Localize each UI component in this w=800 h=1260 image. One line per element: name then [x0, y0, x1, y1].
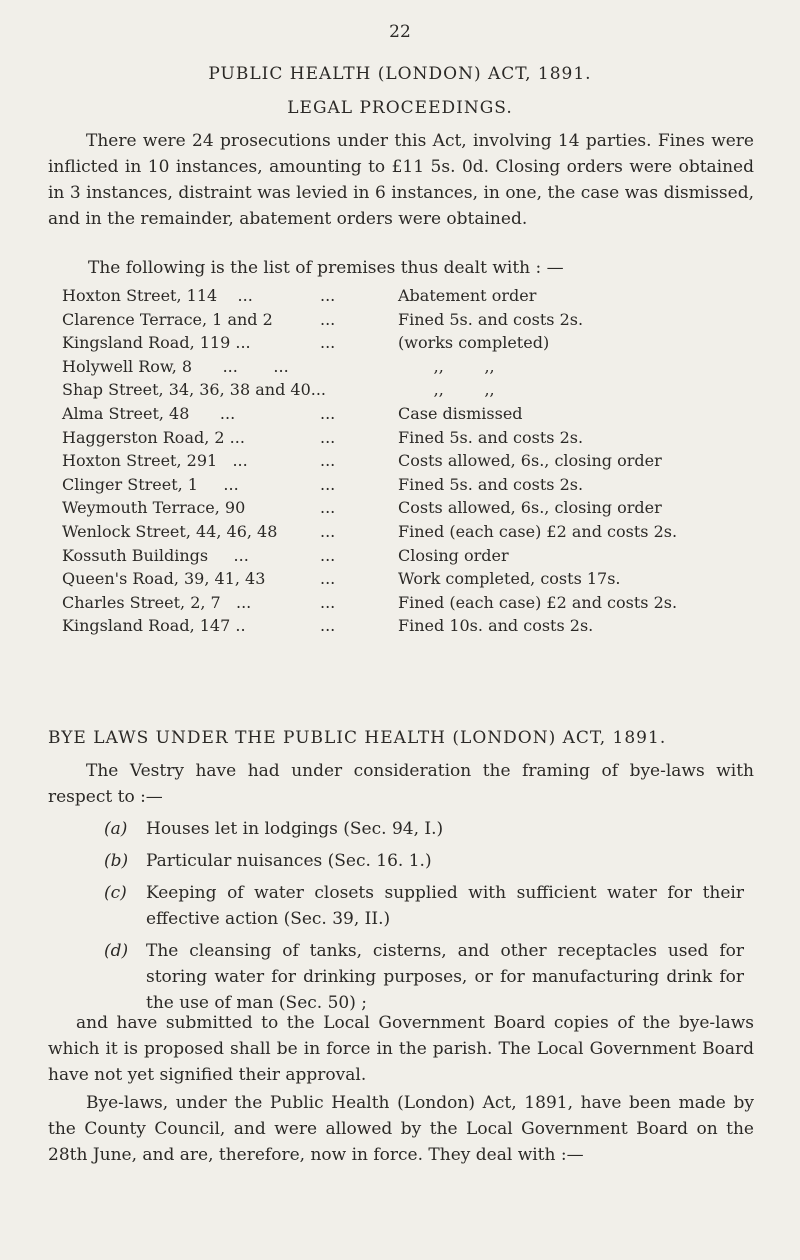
premises-action: Closing order [398, 545, 509, 565]
item-text: Keeping of water closets supplied with sufficient water for their effective action (Sec. 39, II.) [146, 883, 744, 929]
item-text: Houses let in lodgings (Sec. 94, I.) [146, 819, 444, 839]
item-label: (c) [104, 883, 127, 903]
premises-address: Weymouth Terrace, 90 [62, 498, 246, 518]
leader-dots: ... [320, 451, 336, 471]
premises-action: Fined 5s. and costs 2s. [398, 427, 584, 447]
page-number: 22 [389, 22, 411, 42]
premises-address: Clarence Terrace, 1 and 2 [62, 309, 273, 329]
leader-dots: ... [320, 498, 336, 518]
premises-address: Hoxton Street, 114 ... [62, 286, 253, 305]
section-heading-bye-laws: BYE LAWS UNDER THE PUBLIC HEALTH (LONDON) ACT, 1891. [48, 728, 667, 748]
list-item [62, 404, 762, 428]
list-item [62, 428, 762, 452]
final-paragraph: Bye-laws, under the Public Health (London) Act, 1891, have been made by the County Council, and were allowed by the Local Government Board on the 28th June, and are, therefore, now in force. They deal with :— [48, 1093, 754, 1165]
premises-action: Fined 10s. and costs 2s. [398, 616, 594, 636]
leader-dots: ... [320, 521, 336, 541]
premises-address: Clinger Street, 1 ... [62, 474, 239, 494]
premises-address: Hoxton Street, 291 ... [62, 451, 248, 471]
list-item [104, 848, 744, 874]
leader-dots: ... [320, 474, 336, 494]
premises-address: Kingsland Road, 147 .. [62, 616, 246, 636]
list-item [62, 475, 762, 499]
list-item [62, 451, 762, 475]
premises-address: Kingsland Road, 119 ... [62, 333, 251, 353]
leader-dots: ... [320, 427, 336, 447]
premises-action: Costs allowed, 6s., closing order [398, 451, 662, 471]
premises-address: Charles Street, 2, 7 ... [62, 592, 252, 612]
premises-address: Kossuth Buildings ... [62, 545, 249, 565]
premises-action: ,, ,, [398, 356, 495, 376]
premises-action: Fined 5s. and costs 2s. [398, 474, 584, 494]
premises-action: Costs allowed, 6s., closing order [398, 498, 662, 518]
item-label: (d) [104, 941, 129, 961]
section-heading-legal-proceedings: LEGAL PROCEEDINGS. [287, 98, 513, 118]
leader-dots: ... [320, 616, 336, 636]
leader-dots: ... [320, 545, 336, 565]
premises-address: Holywell Row, 8 ... ... [62, 356, 289, 376]
list-item [62, 286, 762, 310]
premises-action: (works completed) [398, 333, 550, 353]
premises-action: Case dismissed [398, 403, 523, 423]
premises-address: Shap Street, 34, 36, 38 and 40... [62, 380, 327, 400]
item-text: The cleansing of tanks, cisterns, and other receptacles used for storing water for drinking purposes, or for manufacturing drink for the use of man (Sec. 50) ; [146, 941, 744, 1013]
premises-address: Wenlock Street, 44, 46, 48 [62, 521, 278, 541]
item-text: Particular nuisances (Sec. 16. 1.) [146, 851, 432, 871]
item-label: (b) [104, 851, 129, 871]
leader-dots: ... [320, 333, 336, 353]
leader-dots: ... [320, 309, 336, 329]
list-item [62, 498, 762, 522]
list-item [62, 616, 762, 640]
list-item [62, 593, 762, 617]
bye-laws-outro-paragraph: and have submitted to the Local Government Board copies of the bye-laws which it is proposed shall be in force in the parish. The Local Government Board have not yet signified their approval. [48, 1013, 754, 1085]
premises-action: Work completed, costs 17s. [398, 569, 621, 589]
bye-laws-items [104, 816, 744, 1022]
premises-action: Fined 5s. and costs 2s. [398, 309, 584, 329]
premises-action: Abatement order [398, 286, 537, 305]
list-item [62, 333, 762, 357]
premises-action: ,, ,, [398, 380, 495, 400]
premises-action: Fined (each case) £2 and costs 2s. [398, 521, 678, 541]
page-title: PUBLIC HEALTH (LONDON) ACT, 1891. [208, 64, 592, 84]
premises-address: Alma Street, 48 ... [62, 403, 236, 423]
list-item [62, 569, 762, 593]
intro-paragraph: There were 24 prosecutions under this Act, involving 14 parties. Fines were inflicted in 10 instances, amounting to £11 5s. 0d. Closing orders were obtained in 3 instances, distraint was levied in 6 instances, in one, the case was dismissed, and in the remainder, abatement orders were obtained. [48, 131, 754, 229]
list-item [104, 816, 744, 842]
item-label: (a) [104, 819, 128, 839]
list-item [62, 522, 762, 546]
premises-action: Fined (each case) £2 and costs 2s. [398, 592, 678, 612]
premises-list [62, 286, 762, 640]
list-item [62, 380, 762, 404]
list-item [104, 880, 744, 932]
leader-dots: ... [320, 403, 336, 423]
leader-dots: ... [320, 286, 336, 305]
list-item [104, 938, 744, 1016]
bye-laws-intro-paragraph: The Vestry have had under consideration the framing of bye-laws with respect to :— [48, 761, 754, 807]
list-item [62, 546, 762, 570]
premises-address: Haggerston Road, 2 ... [62, 427, 245, 447]
leader-dots: ... [320, 569, 336, 589]
premises-address: Queen's Road, 39, 41, 43 [62, 569, 266, 589]
list-intro: The following is the list of premises thus dealt with : — [88, 258, 564, 278]
list-item [62, 310, 762, 334]
leader-dots: ... [320, 592, 336, 612]
list-item [62, 357, 762, 381]
